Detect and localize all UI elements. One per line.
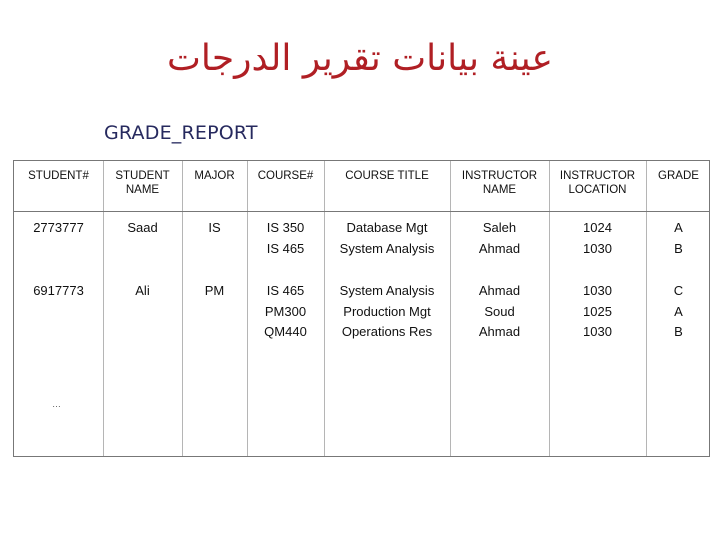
cell-course-title: Operations Res bbox=[341, 324, 433, 339]
cell-course-no: IS 350 bbox=[266, 220, 305, 235]
header-separator bbox=[14, 211, 709, 212]
cell-instructor-location: 1024 bbox=[583, 220, 612, 235]
column-divider bbox=[182, 161, 183, 456]
cell-student-name: Saad bbox=[127, 220, 158, 235]
cell-course-title: System Analysis bbox=[339, 283, 435, 298]
cell-instructor-location: 1030 bbox=[583, 283, 612, 298]
cell-student-name: Ali bbox=[135, 283, 150, 298]
report-subtitle: GRADE_REPORT bbox=[104, 122, 258, 144]
cell-grade: A bbox=[674, 303, 683, 319]
cell-instructor-location: 1030 bbox=[583, 240, 612, 256]
cell-major: PM bbox=[204, 283, 225, 298]
cell-major: IS bbox=[208, 220, 221, 235]
header-course-title: COURSE TITLE bbox=[345, 170, 429, 182]
cell-course-no: IS 465 bbox=[266, 283, 305, 298]
cell-instructor-name: Soud bbox=[484, 303, 515, 319]
header-student-name: STUDENT NAME bbox=[115, 170, 170, 196]
column-divider bbox=[103, 161, 104, 456]
cell-instructor-name: Ahmad bbox=[478, 240, 521, 256]
cell-instructor-name: Ahmad bbox=[478, 324, 521, 339]
header-instructor-name: INSTRUCTOR NAME bbox=[461, 170, 538, 196]
header-grade: GRADE bbox=[658, 170, 699, 182]
cell-instructor-location: 1025 bbox=[583, 303, 612, 319]
cell-grade: B bbox=[674, 324, 683, 339]
header-student-no: STUDENT# bbox=[28, 170, 89, 182]
cell-course-no: PM300 bbox=[264, 303, 307, 319]
cell-course-title: System Analysis bbox=[339, 240, 435, 256]
cell-instructor-name: Ahmad bbox=[478, 283, 521, 298]
grade-report-table bbox=[13, 160, 710, 457]
cell-course-no: IS 465 bbox=[266, 240, 305, 256]
cell-grade: A bbox=[674, 220, 683, 235]
header-major: MAJOR bbox=[194, 170, 235, 182]
header-instructor-location: INSTRUCTOR LOCATION bbox=[559, 170, 636, 196]
cell-instructor-name: Saleh bbox=[482, 220, 517, 235]
cell-student-no: 2773777 bbox=[33, 220, 84, 235]
cell-student-no: 6917773 bbox=[33, 283, 84, 298]
page-title-arabic: عينة بيانات تقرير الدرجات bbox=[167, 38, 553, 79]
cell-course-title: Database Mgt bbox=[346, 220, 428, 235]
cell-grade: C bbox=[673, 283, 684, 298]
header-course-no: COURSE# bbox=[257, 170, 314, 182]
cell-instructor-location: 1030 bbox=[583, 324, 612, 339]
cell-grade: B bbox=[674, 240, 683, 256]
cell-course-no: QM440 bbox=[264, 324, 307, 339]
cell-course-title: Production Mgt bbox=[343, 303, 431, 319]
continuation-ellipsis: … bbox=[52, 399, 61, 409]
